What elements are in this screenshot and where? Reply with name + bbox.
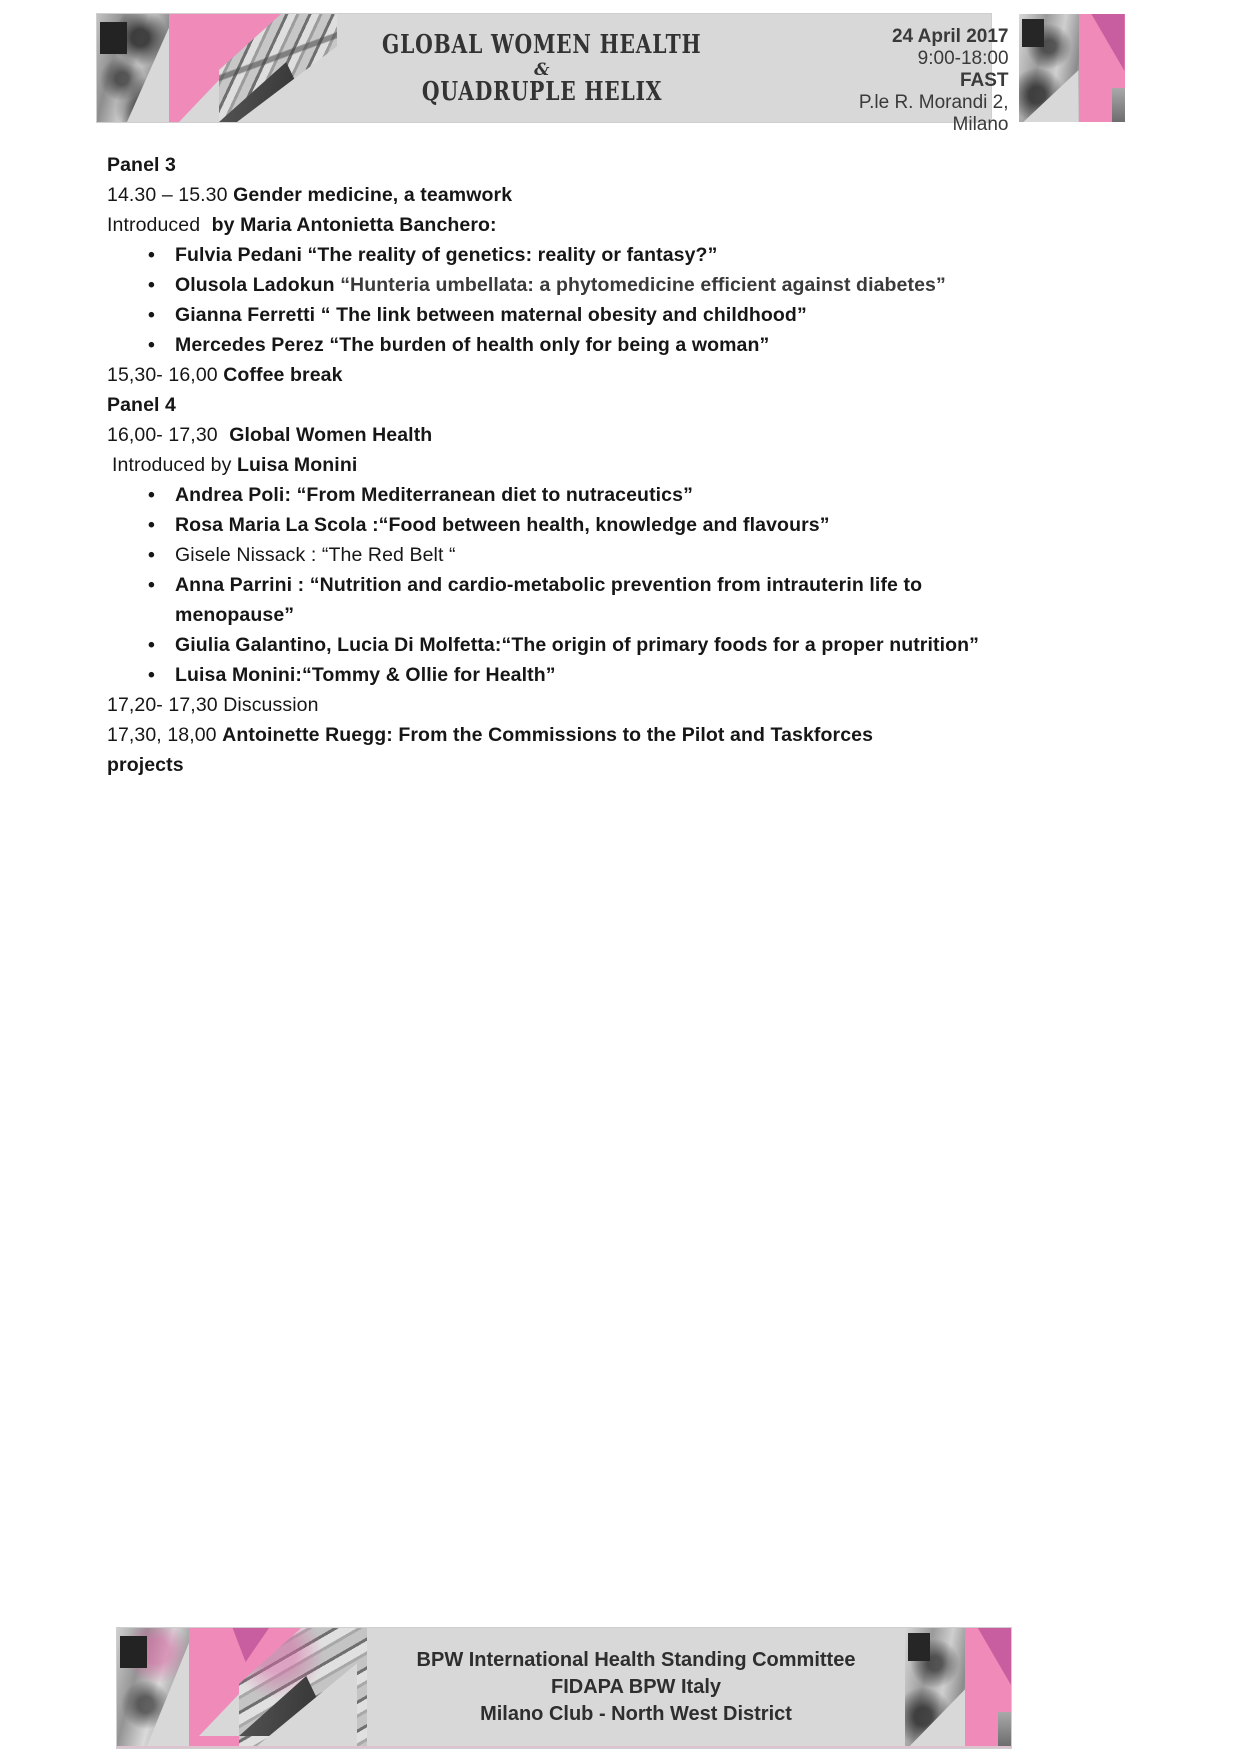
dark-square xyxy=(120,1636,147,1668)
panel3-talk-list xyxy=(107,240,987,360)
talk-item xyxy=(175,570,987,630)
speaker-name: Gisele Nissack : xyxy=(175,544,317,566)
talk-item xyxy=(175,660,987,690)
talk-title: “Nutrition and cardio-metabolic prevention from intrauterin life to menopause” xyxy=(175,574,923,626)
header-center xyxy=(337,14,1019,135)
venue-name: FAST xyxy=(959,70,1009,91)
footer-line1: BPW International Health Standing Committee xyxy=(416,1648,856,1671)
closing-label: Antoinette Ruegg: From the Commissions to the Pilot and Taskforces xyxy=(222,724,874,746)
collage-layer xyxy=(1112,88,1125,122)
collage-layer xyxy=(998,1712,1011,1746)
speaker-name: Rosa Maria La Scola : xyxy=(175,514,379,536)
footer-organizers xyxy=(367,1628,905,1746)
discussion-session xyxy=(107,690,987,720)
panel3-time-title xyxy=(107,180,987,210)
closing-label-line2: projects xyxy=(107,754,184,776)
talk-item xyxy=(175,300,987,330)
talk-title: “ The link between maternal obesity and childhood” xyxy=(315,304,807,326)
talk-title: “The Red Belt “ xyxy=(316,544,456,566)
header-banner xyxy=(97,14,1009,135)
panel3-title: Gender medicine, a teamwork xyxy=(233,184,513,206)
panel3-moderator: by Maria Antonietta Banchero: xyxy=(211,214,497,236)
event-title-line1: GLOBAL WOMEN HEALTH xyxy=(382,30,702,60)
discussion-label: Discussion xyxy=(223,694,319,716)
talk-title: “Tommy & Ollie for Health” xyxy=(301,664,556,686)
talk-title: “Hunteria umbellata: a phytomedicine efficient against diabetes” xyxy=(334,274,946,296)
talk-title: “The reality of genetics: reality or fantasy?” xyxy=(302,244,718,266)
speaker-name: Andrea Poli: xyxy=(175,484,292,506)
footer-banner xyxy=(117,1628,1011,1748)
footer-left-collage-image xyxy=(117,1628,367,1746)
footer-line3: Milano Club - North West District xyxy=(480,1702,792,1725)
event-time: 9:00-18:00 xyxy=(917,48,1009,69)
panel4-talk-list xyxy=(107,480,987,690)
panel3-intro: Introduced by Maria Antonietta Banchero: xyxy=(107,214,497,236)
talk-item xyxy=(175,330,987,360)
header-left-collage-image xyxy=(97,14,337,122)
speaker-name: Fulvia Pedani xyxy=(175,244,303,266)
event-details xyxy=(747,14,1019,135)
panel4-time-title xyxy=(107,420,987,450)
venue-address: P.le R. Morandi 2, xyxy=(858,92,1009,113)
panel3-heading: Panel 3 xyxy=(107,154,176,176)
header-right-collage-image xyxy=(1019,14,1125,122)
talk-item xyxy=(175,480,987,510)
talk-title: “The burden of health only for being a woman” xyxy=(323,334,770,356)
event-title xyxy=(337,14,747,122)
dark-square xyxy=(1022,19,1044,47)
venue-city: Milano xyxy=(952,114,1009,135)
panel4-intro: Introduced by Luisa Monini xyxy=(112,454,358,476)
talk-item xyxy=(175,510,987,540)
panel4-heading: Panel 4 xyxy=(107,394,176,416)
speaker-name: Anna Parrini : xyxy=(175,574,305,596)
speaker-name: Mercedes Perez xyxy=(175,334,324,356)
talk-title: “From Mediterranean diet to nutraceutics” xyxy=(291,484,693,506)
program-content xyxy=(107,150,987,780)
panel3-time: 14.30 – 15.30 xyxy=(107,184,234,206)
talk-item xyxy=(175,540,987,570)
event-date: 24 April 2017 xyxy=(891,26,1009,47)
closing-session xyxy=(107,720,987,780)
closing-time: 17,30, 18,00 xyxy=(107,724,223,746)
speaker-name: Luisa Monini: xyxy=(175,664,302,686)
talk-item xyxy=(175,240,987,270)
discussion-time: 17,20- 17,30 xyxy=(107,694,224,716)
coffee-break-time: 15,30- 16,00 xyxy=(107,364,224,386)
coffee-break xyxy=(107,360,987,390)
dark-square xyxy=(100,22,127,54)
event-title-ampersand: & xyxy=(534,60,550,80)
footer-right-collage-image xyxy=(905,1628,1011,1746)
coffee-break-label: Coffee break xyxy=(223,364,343,386)
panel4-title: Global Women Health xyxy=(229,424,433,446)
speaker-name: Olusola Ladokun xyxy=(175,274,335,296)
talk-title: “Food between health, knowledge and flavours” xyxy=(378,514,830,536)
footer-line2: FIDAPA BPW Italy xyxy=(550,1675,721,1698)
panel4-moderator: Luisa Monini xyxy=(236,454,358,476)
speaker-name: Gianna Ferretti xyxy=(175,304,316,326)
event-title-line2: QUADRUPLE HELIX xyxy=(421,77,662,107)
panel4-time: 16,00- 17,30 xyxy=(107,424,224,446)
talk-title: “The origin of primary foods for a proper nutrition” xyxy=(501,634,980,656)
speaker-name: Giulia Galantino, Lucia Di Molfetta: xyxy=(175,634,502,656)
talk-item xyxy=(175,630,987,660)
talk-item xyxy=(175,270,987,300)
dark-square xyxy=(908,1633,930,1661)
